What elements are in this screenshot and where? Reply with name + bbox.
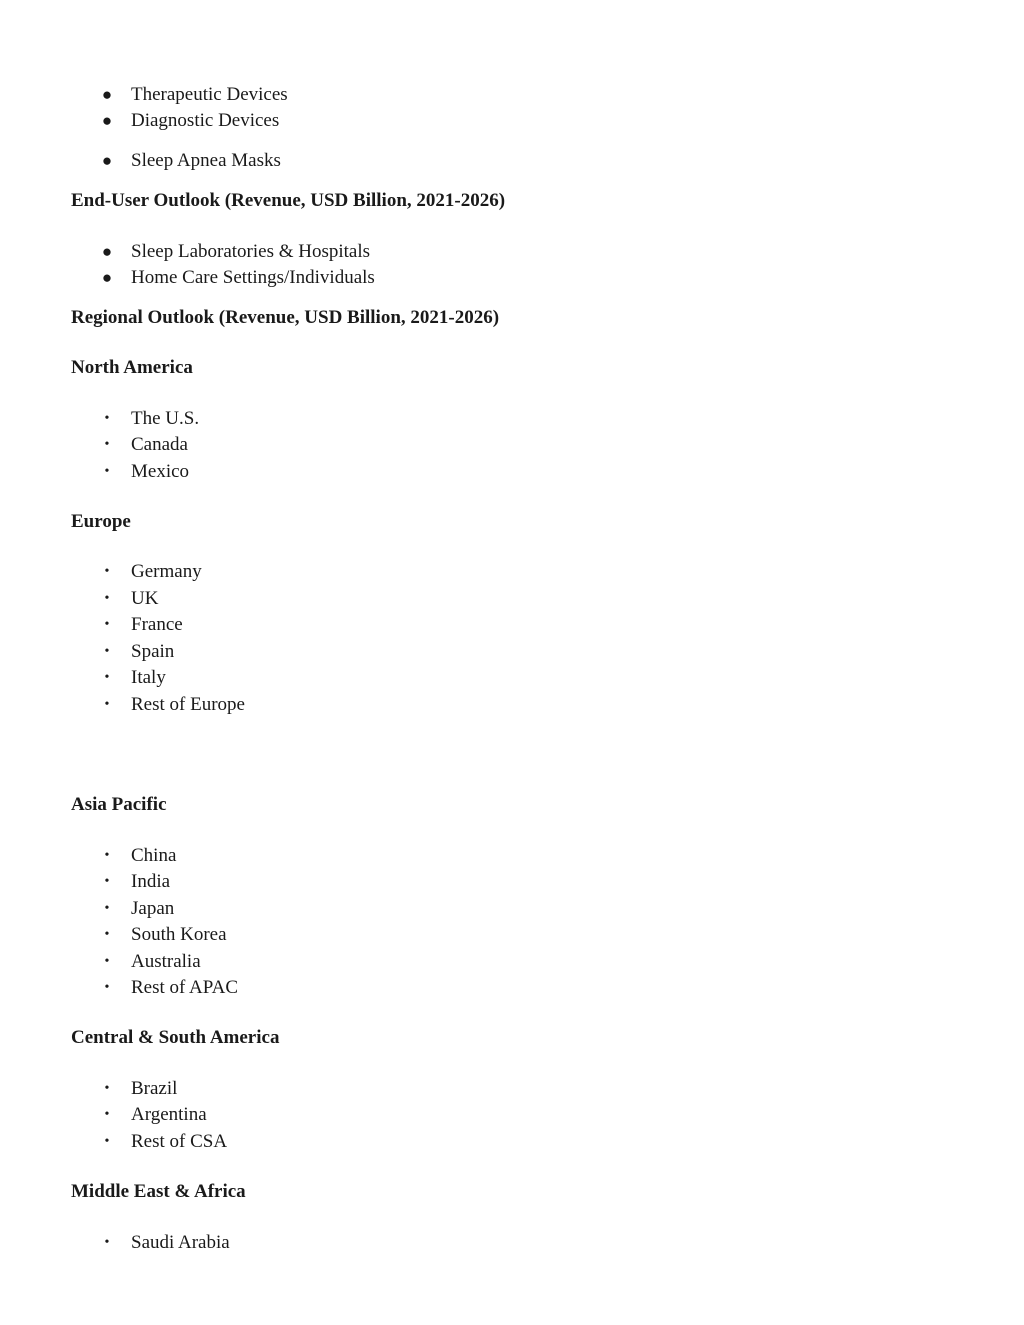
list-item-text: Japan xyxy=(131,898,175,919)
subheading-central-south-america: Central & South America xyxy=(71,1027,280,1048)
list-item-text: Sleep Laboratories & Hospitals xyxy=(131,241,371,262)
bullet-icon: • xyxy=(104,697,110,712)
list-item-text: Canada xyxy=(131,434,188,455)
bullet-icon: ● xyxy=(101,111,113,130)
section-heading-end-user: End-User Outlook (Revenue, USD Billion, 2021-2026) xyxy=(71,190,506,211)
list-item-text: Sleep Apnea Masks xyxy=(131,150,281,171)
bullet-icon: • xyxy=(104,564,110,579)
subheading-asia-pacific: Asia Pacific xyxy=(71,794,167,815)
list-item-text: UK xyxy=(131,588,159,609)
list-item-text: China xyxy=(131,845,177,866)
bullet-icon: • xyxy=(104,848,110,863)
section-heading-regional: Regional Outlook (Revenue, USD Billion, 2021-2026) xyxy=(71,307,500,328)
list-item-text: Germany xyxy=(131,561,202,582)
list-item-text: South Korea xyxy=(131,924,227,945)
bullet-icon: • xyxy=(104,1235,110,1250)
list-item-text: Rest of Europe xyxy=(131,694,245,715)
bullet-icon: • xyxy=(104,901,110,916)
list-item-text: Diagnostic Devices xyxy=(131,110,280,131)
subheading-europe: Europe xyxy=(71,511,131,532)
bullet-icon: • xyxy=(104,1107,110,1122)
bullet-icon: ● xyxy=(101,268,113,287)
bullet-icon: • xyxy=(104,437,110,452)
list-item-text: Rest of CSA xyxy=(131,1131,228,1152)
bullet-icon: • xyxy=(104,617,110,632)
list-item-text: Mexico xyxy=(131,461,190,482)
list-item-text: France xyxy=(131,614,183,635)
bullet-icon: • xyxy=(104,1134,110,1149)
bullet-icon: • xyxy=(104,874,110,889)
list-item-text: Italy xyxy=(131,667,166,688)
bullet-icon: • xyxy=(104,464,110,479)
list-item-text: Therapeutic Devices xyxy=(131,84,288,105)
list-item-text: India xyxy=(131,871,171,892)
bullet-icon: • xyxy=(104,954,110,969)
subheading-north-america: North America xyxy=(71,357,193,378)
list-item-text: Spain xyxy=(131,641,175,662)
bullet-icon: • xyxy=(104,927,110,942)
bullet-icon: ● xyxy=(101,242,113,261)
list-item-text: Brazil xyxy=(131,1078,178,1099)
list-item-text: Australia xyxy=(131,951,201,972)
bullet-icon: ● xyxy=(101,85,113,104)
bullet-icon: • xyxy=(104,591,110,606)
subheading-middle-east-africa: Middle East & Africa xyxy=(71,1181,246,1202)
list-item-text: Rest of APAC xyxy=(131,977,238,998)
bullet-icon: • xyxy=(104,670,110,685)
bullet-icon: ● xyxy=(101,151,113,170)
bullet-icon: • xyxy=(104,644,110,659)
bullet-icon: • xyxy=(104,980,110,995)
list-item-text: Home Care Settings/Individuals xyxy=(131,267,375,288)
bullet-icon: • xyxy=(104,1081,110,1096)
list-item-text: Argentina xyxy=(131,1104,207,1125)
list-item-text: The U.S. xyxy=(131,408,200,429)
bullet-icon: • xyxy=(104,411,110,426)
list-item-text: Saudi Arabia xyxy=(131,1232,230,1253)
